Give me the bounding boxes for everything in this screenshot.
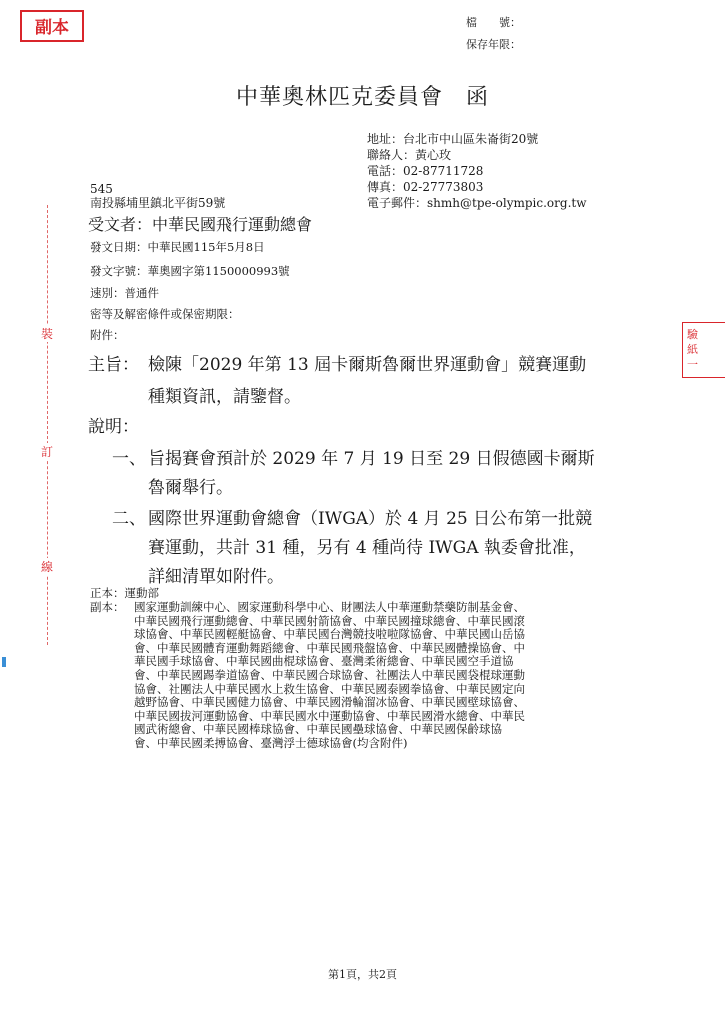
sender-phone: 電話：02-87711728 [367, 164, 484, 178]
point-line: 魯爾舉行。 [148, 478, 233, 498]
sender-fax: 傳真：02-27773803 [367, 180, 484, 194]
point-line: 賽運動，共計 31 種，另有 4 種尚待 IWGA 執委會批准， [148, 538, 586, 558]
copy-line: 會、中華民國柔搏協會、臺灣浮士德球協會(均含附件) [134, 735, 408, 750]
point-number: 二、 [112, 509, 146, 529]
recipient: 受文者：中華民國飛行運動總會 [88, 215, 313, 234]
sender-info [367, 131, 586, 211]
edge-stamp-char: 一 [687, 358, 698, 371]
copy-line: 會、中華民國踢拳道協會、中華民國合球協會、社團法人中華民國袋棍球運動 [134, 667, 525, 682]
copy-line: 球協會、中華民國輕艇協會、中華民國台灣競技啦啦隊協會、中華民國山岳協 [134, 627, 525, 642]
copy-line: 協會、社團法人中華民國水上救生協會、中華民國泰國拳協會、中華民國定向 [134, 681, 525, 696]
copy-label: 副本： [90, 600, 125, 614]
copy-line: 中華民國拔河運動協會、中華民國水中運動協會、中華民國滑水總會、中華民 [134, 708, 525, 723]
explanation-label: 說明： [88, 417, 139, 437]
copy-line: 會、中華民國體育運動舞蹈總會、中華民國飛盤協會、中華民國體操協會、中 [134, 640, 525, 655]
issue-date: 發文日期：中華民國115年5月8日 [90, 240, 265, 254]
copy-line: 中華民國飛行運動總會、中華民國射箭協會、中華民國撞球總會、中華民國滾 [134, 613, 525, 628]
copy-stamp: 副本 [20, 10, 84, 42]
point-line: 詳細清單如附件。 [148, 567, 284, 587]
confidentiality: 密等及解密條件或保密期限： [90, 307, 240, 321]
scan-mark [2, 657, 6, 667]
recipient-postal-code: 545 [90, 182, 113, 196]
binding-mark-ding: 訂 [40, 445, 53, 459]
edge-stamp [682, 322, 725, 378]
subject-line: 種類資訊，請鑒督。 [148, 387, 301, 407]
subject-line: 檢陳「2029 年第 13 屆卡爾斯魯爾世界運動會」競賽運動 [148, 355, 587, 375]
point-number: 一、 [112, 449, 146, 469]
point-line: 國際世界運動會總會（IWGA）於 4 月 25 日公布第一批競 [148, 509, 593, 529]
edge-stamp-char: 紙 [687, 343, 698, 356]
file-number-label: 檔 號： [466, 16, 521, 29]
subject-label: 主旨： [88, 355, 139, 375]
sender-email: 電子郵件：shmh@tpe-olympic.org.tw [367, 196, 587, 210]
binding-line [47, 205, 48, 645]
binding-mark-zhuang: 裝 [40, 327, 53, 341]
sender-contact: 聯絡人：黃心玫 [367, 148, 452, 162]
sender-address: 地址：台北市中山區朱崙街20號 [367, 132, 539, 146]
recipient-address: 南投縣埔里鎮北平街59號 [90, 196, 226, 210]
copy-line: 越野協會、中華民國健力協會、中華民國滑輪溜冰協會、中華民國壁球協會、 [134, 695, 525, 710]
urgency: 速別：普通件 [90, 286, 159, 300]
binding-mark-xian: 線 [40, 560, 53, 574]
point-line: 旨揭賽會預計於 2029 年 7 月 19 日至 29 日假德國卡爾斯 [148, 449, 595, 469]
attachment-label: 附件： [90, 328, 125, 342]
page-number: 第1頁，共2頁 [328, 968, 397, 981]
issue-number: 發文字號：華奧國字第1150000993號 [90, 264, 290, 278]
original-recipient: 正本：運動部 [90, 586, 159, 600]
copy-line: 國家運動訓練中心、國家運動科學中心、財團法人中華運動禁藥防制基金會、 [134, 600, 525, 614]
retention-period-label: 保存年限： [466, 38, 521, 51]
copy-line: 華民國手球協會、中華民國曲棍球協會、臺灣柔術總會、中華民國空手道協 [134, 654, 514, 669]
edge-stamp-char: 驗 [687, 328, 698, 341]
copy-line: 國武術總會、中華民國棒球協會、中華民國壘球協會、中華民國保齡球協 [134, 722, 502, 737]
document-title: 中華奧林匹克委員會 函 [235, 85, 489, 110]
